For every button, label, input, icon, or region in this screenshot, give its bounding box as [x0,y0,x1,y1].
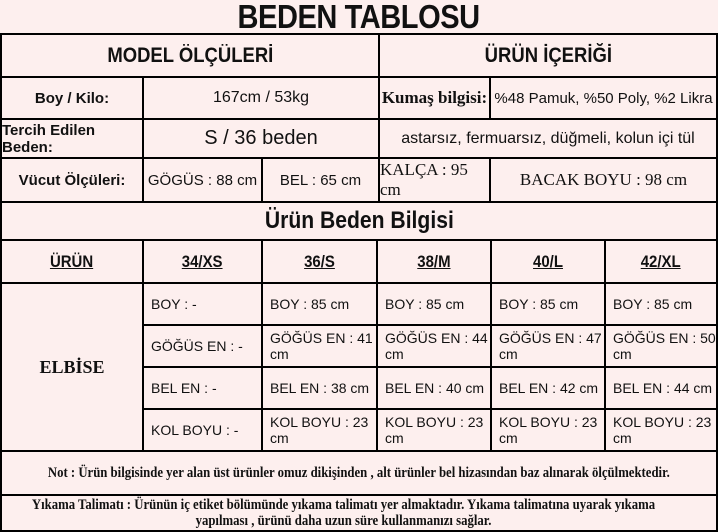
preferred-size-label: Tercih Edilen Beden: [2,120,142,157]
title-row [0,0,718,33]
size-cell: KOL BOYU : 23 cm [492,410,604,450]
size-cell: BOY : 85 cm [263,284,376,324]
column-header-38m: 38/M [378,241,490,282]
height-weight-label: Boy / Kilo: [2,78,142,118]
size-cell: BOY : 85 cm [492,284,604,324]
size-cell: GÖĞÜS EN : 50 cm [606,326,716,366]
size-cell: GÖĞÜS EN : - [144,326,261,366]
size-cell: KOL BOYU : 23 cm [606,410,716,450]
model-measurements-header: MODEL ÖLÇÜLERİ [2,35,378,76]
model-product-table [0,33,718,203]
page-title: BEDEN TABLOSU [237,0,481,35]
size-cell: BEL EN : 42 cm [492,368,604,408]
size-cell: KOL BOYU : 23 cm [263,410,376,450]
body-measurements-label: Vücut Ölçüleri: [2,159,142,201]
product-name-cell: ELBİSE [2,284,142,450]
waist-measurement: BEL : 65 cm [263,159,378,201]
size-table [0,241,718,452]
height-weight-value: 167cm / 53kg [144,78,378,118]
column-header-product: ÜRÜN [2,241,142,282]
size-cell: BOY : 85 cm [378,284,490,324]
preferred-size-value: S / 36 beden [144,120,378,157]
size-cell: KOL BOYU : - [144,410,261,450]
size-cell: GÖĞÜS EN : 44 cm [378,326,490,366]
fabric-info-value: %48 Pamuk, %50 Poly, %2 Likra [491,78,716,118]
column-header-34xs: 34/XS [144,241,261,282]
product-size-info-banner: Ürün Beden Bilgisi [0,203,718,241]
size-cell: KOL BOYU : 23 cm [378,410,490,450]
column-header-42xl: 42/XL [606,241,716,282]
hip-measurement: KALÇA : 95 cm [380,159,489,201]
size-cell: GÖĞÜS EN : 41 cm [263,326,376,366]
product-content-header: ÜRÜN İÇERİĞİ [380,35,716,76]
washing-instructions-row [0,496,718,532]
size-cell: BEL EN : 44 cm [606,368,716,408]
size-cell: BEL EN : - [144,368,261,408]
column-header-36s: 36/S [263,241,376,282]
chest-measurement: GÖGÜS : 88 cm [144,159,261,201]
size-cell: GÖĞÜS EN : 47 cm [492,326,604,366]
fabric-info-label: Kumaş bilgisi: [380,78,489,118]
leg-length-measurement: BACAK BOYU : 98 cm [491,159,716,201]
column-header-40l: 40/L [492,241,604,282]
size-cell: BEL EN : 40 cm [378,368,490,408]
size-cell: BEL EN : 38 cm [263,368,376,408]
product-features-value: astarsız, fermuarsız, düğmeli, kolun içi tül [380,120,716,157]
measurement-note-row [0,452,718,496]
washing-instructions: Yıkama Talimatı : Ürünün iç etiket bölümünde yıkama talimatı yer almaktadır. Yıkama talimatına uyarak yıkama yapılması , ürünü daha uzun süre kullanmanızı sağlar. [31,497,656,529]
size-cell: BOY : 85 cm [606,284,716,324]
size-cell: BOY : - [144,284,261,324]
measurement-note: Not : Ürün bilgisinde yer alan üst ürünler omuz dikişinden , alt ürünler bel hizasından baz alınarak ölçülmektedir. [48,464,670,481]
